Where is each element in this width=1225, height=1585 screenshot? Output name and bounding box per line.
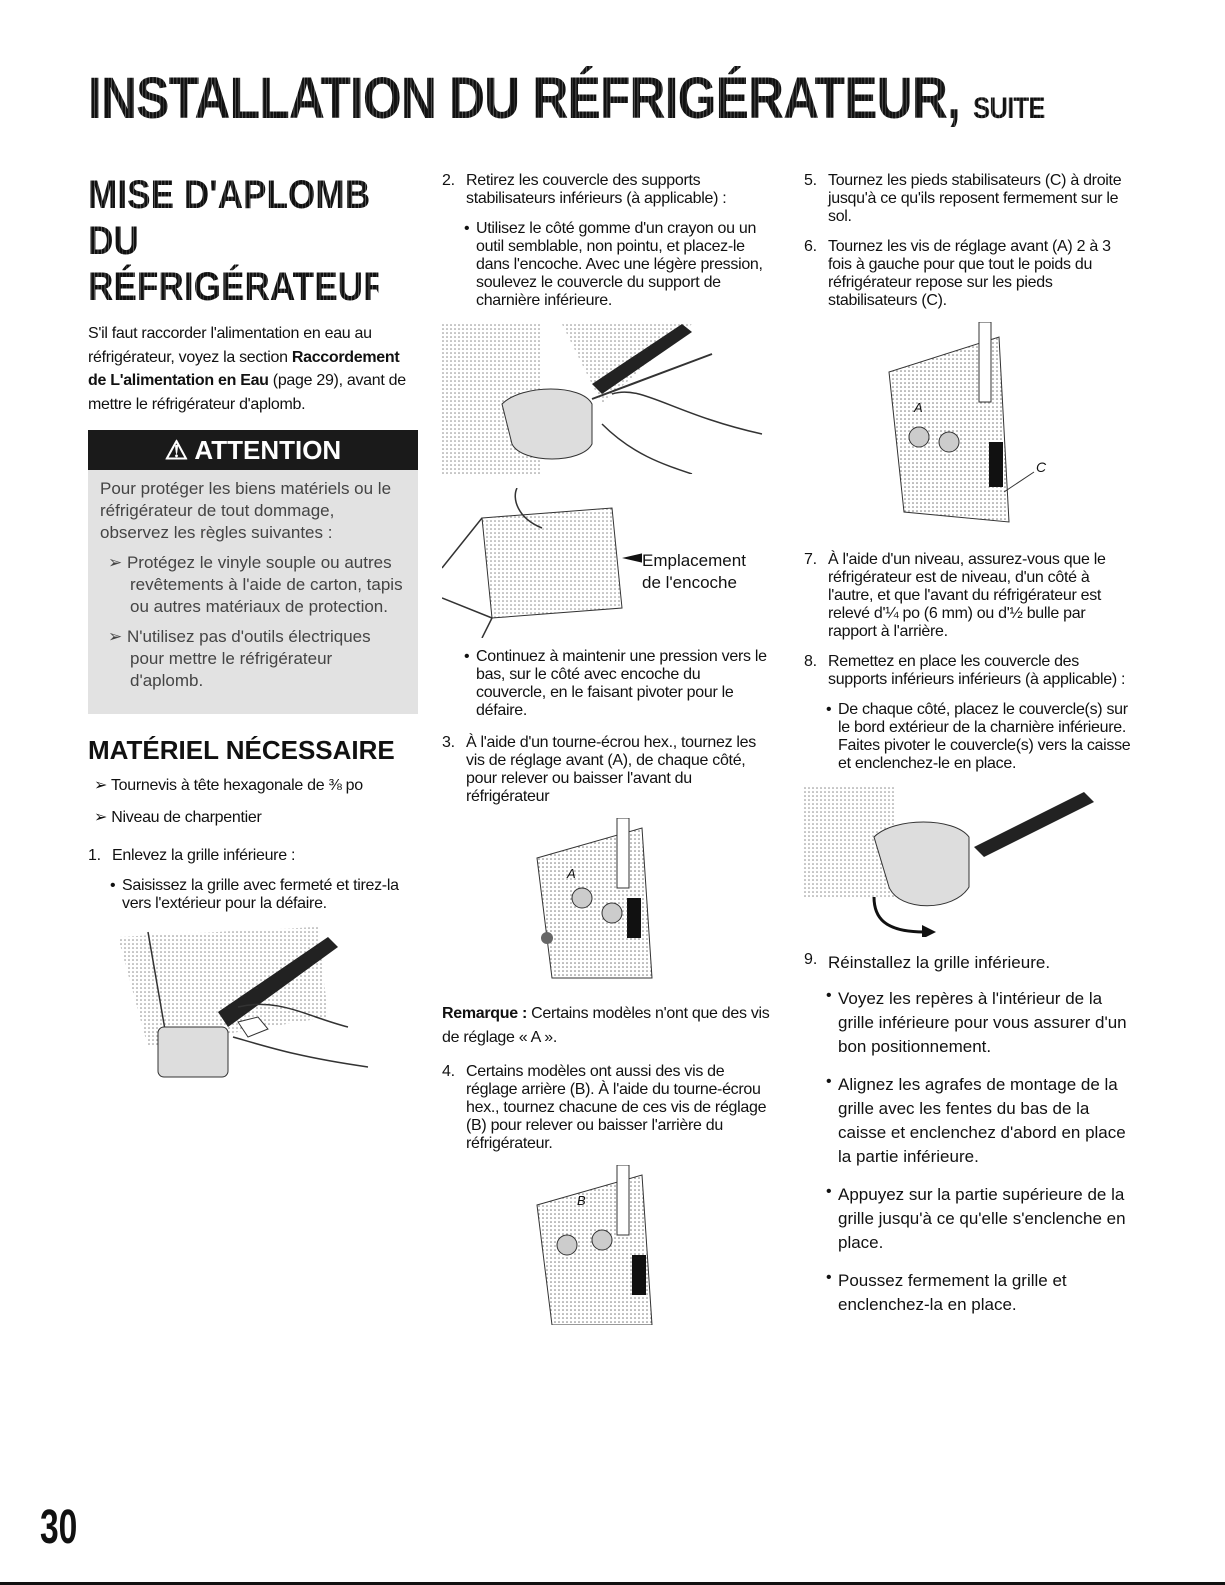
bullet-dot: •	[826, 987, 832, 1004]
bullet-dot: •	[826, 1073, 832, 1090]
materiel-title: MATÉRIEL NÉCESSAIRE	[88, 735, 395, 765]
illustration-front-leveling	[442, 818, 772, 988]
attention-heading: ⚠ ATTENTION	[88, 430, 418, 470]
step-2-bullet	[464, 220, 772, 310]
step-number: 3.	[442, 734, 455, 751]
column-left	[88, 172, 418, 1101]
column-right	[804, 172, 1134, 1331]
step-3	[442, 734, 772, 806]
section-title-line2: RÉFRIGÉRATEUR	[88, 265, 389, 309]
intro-text-end: (page 29), avant de mettre le réfrigérateur d'aplomb.	[88, 372, 406, 413]
materiel-item-text: Niveau de charpentier	[111, 808, 262, 826]
step-text: Réinstallez la grille inférieure.	[828, 953, 1051, 972]
step-number: 7.	[804, 551, 817, 568]
label-b: B	[577, 1193, 586, 1208]
step-5	[804, 172, 1134, 226]
page-title	[88, 64, 1045, 144]
step-9-bullet	[826, 1183, 1134, 1255]
illustration-stabilizer-feet	[804, 322, 1134, 537]
step-text: Enlevez la grille inférieure :	[112, 847, 296, 864]
step-number: 5.	[804, 172, 817, 189]
callout-line: Emplacement	[642, 551, 746, 570]
page-title-main: INSTALLATION DU RÉFRIGÉRATEUR,	[88, 66, 960, 131]
attention-item: ➢ Protégez le vinyle souple ou autres revêtements à l'aide de carton, tapis ou autres matériaux de protection.	[108, 553, 403, 616]
intro-paragraph	[88, 322, 418, 416]
step-text: Retirez les couvercle des supports stabilisateurs inférieurs (à applicable) :	[466, 172, 727, 207]
attention-item-text: N'utilisez pas d'outils électriques pour mettre le réfrigérateur d'aplomb.	[126, 627, 371, 690]
step-text: À l'aide d'un tourne-écrou hex., tournez les vis de réglage avant (A), de chaque côté, pour relever ou baisser l'avant du réfrigérateur	[466, 734, 756, 805]
bullet-dot: •	[826, 1183, 832, 1200]
step-9-bullet	[826, 1269, 1134, 1317]
step-text: Tournez les pieds stabilisateurs (C) à droite jusqu'à ce qu'ils reposent fermement sur le sol.	[828, 172, 1122, 225]
step-7	[804, 551, 1134, 641]
remark	[442, 1002, 772, 1049]
step-number: 8.	[804, 653, 817, 670]
materiel-item: ➢ Niveau de charpentier	[94, 808, 262, 826]
illustration-notch-drawing	[442, 488, 642, 638]
step-number: 1.	[88, 847, 101, 864]
column-middle	[442, 172, 772, 1339]
bullet-text: Alignez les agrafes de montage de la grille avec les fentes du bas de la caisse et enclenchez d'abord en place la partie inférieure.	[838, 1075, 1126, 1166]
step-text: Tournez les vis de réglage avant (A) 2 à 3 fois à gauche pour que tout le poids du réfrigérateur repose sur les pieds stabilisateurs (C).	[828, 238, 1111, 309]
step-1	[88, 847, 418, 865]
intro-text: S'il faut raccorder l'alimentation en eau au réfrigérateur, voyez la section	[88, 325, 372, 366]
attention-item: ➢ N'utilisez pas d'outils électriques pour mettre le réfrigérateur d'aplomb.	[108, 627, 371, 690]
illustration-grille-removal	[88, 927, 388, 1087]
bullet-text: Voyez les repères à l'intérieur de la grille inférieure pour vous assurer d'un bon positionnement.	[838, 989, 1127, 1056]
step-text: Certains modèles ont aussi des vis de réglage arrière (B). À l'aide du tourne-écrou hex., tournez chacune de ces vis de réglage (B) pour relever ou baisser l'arrière du réfrigérateur.	[466, 1063, 767, 1152]
step-number: 2.	[442, 172, 455, 189]
illustration-notch	[442, 488, 772, 638]
label-a: A	[914, 400, 923, 415]
step-9-block	[804, 951, 1134, 1317]
materiel-item: ➢ Tournevis à tête hexagonale de ⅜ po	[94, 777, 363, 794]
remark-text: Certains modèles n'ont que des vis de réglage « A ».	[442, 1005, 770, 1046]
step-8-bullet	[826, 701, 1134, 773]
step-9	[804, 951, 1134, 975]
step-2	[442, 172, 772, 208]
page-title-suffix: SUITE	[973, 92, 1045, 125]
bullet-text: Saisissez la grille avec fermeté et tirez-la vers l'extérieur pour la défaire.	[122, 877, 399, 912]
bullet-text: Poussez fermement la grille et enclenchez-la en place.	[838, 1271, 1067, 1314]
attention-body	[88, 470, 418, 692]
attention-item-text: Protégez le vinyle souple ou autres revêtements à l'aide de carton, tapis ou autres matériaux de protection.	[126, 553, 403, 616]
label-a: A	[567, 866, 576, 881]
intro-reference: Raccordement de L'alimentation en Eau	[88, 348, 400, 389]
materiel-item-text: Tournevis à tête hexagonale de ⅜ po	[110, 777, 363, 794]
section-title-line1: MISE D'APLOMB DU	[88, 173, 371, 263]
illustration-cover-install	[804, 787, 1134, 937]
callout-line: de l'encoche	[642, 573, 737, 592]
bullet-dot: •	[826, 701, 832, 718]
notch-callout	[642, 550, 746, 594]
bullet-dot: •	[464, 220, 470, 237]
step-text: À l'aide d'un niveau, assurez-vous que le réfrigérateur est de niveau, d'un côté à l'autre, et que l'avant du réfrigérateur est relevé d'¼ po (6 mm) ou d'½ bulle par rapport à l'arrière.	[828, 551, 1106, 640]
label-c: C	[1036, 459, 1047, 475]
illustration-cover-removal	[442, 324, 772, 474]
section-title	[88, 172, 389, 310]
attention-intro: Pour protéger les biens matériels ou le réfrigérateur de tout dommage, observez les règles suivantes :	[100, 479, 392, 542]
step-number: 4.	[442, 1063, 455, 1080]
step-9-bullet	[826, 1073, 1134, 1169]
bullet-text: Continuez à maintenir une pression vers le bas, sur le côté avec encoche du couvercle, en le faisant pivoter pour le défaire.	[476, 648, 767, 719]
step-9-bullet	[826, 987, 1134, 1059]
bullet-text: Appuyez sur la partie supérieure de la grille jusqu'à ce qu'elle s'enclenche en place.	[838, 1185, 1126, 1252]
bullet-dot: •	[110, 877, 116, 894]
page-number: 30	[40, 1501, 78, 1554]
bullet-dot: •	[826, 1269, 832, 1286]
step-6	[804, 238, 1134, 310]
remark-label: Remarque :	[442, 1005, 528, 1022]
step-number: 6.	[804, 238, 817, 255]
illustration-rear-leveling	[442, 1165, 772, 1325]
step-4	[442, 1063, 772, 1153]
step-text: Remettez en place les couvercle des supports inférieurs inférieurs (à applicable) :	[828, 653, 1126, 688]
step-8	[804, 653, 1134, 689]
bullet-text: Utilisez le côté gomme d'un crayon ou un outil semblable, non pointu, et placez-le dans l'encoche. Avec une légère pression, soulevez le couvercle du support de charnière inférieure.	[476, 220, 763, 309]
bullet-text: De chaque côté, placez le couvercle(s) sur le bord extérieur de la charnière inférieure. Faites pivoter le couvercle(s) vers la caisse et enclenchez-le en place.	[838, 701, 1131, 772]
attention-box	[88, 430, 418, 714]
step-1-bullet	[110, 877, 418, 913]
step-2-bullet-continue	[464, 648, 772, 720]
step-number: 9.	[804, 951, 818, 968]
bullet-dot: •	[464, 648, 470, 665]
